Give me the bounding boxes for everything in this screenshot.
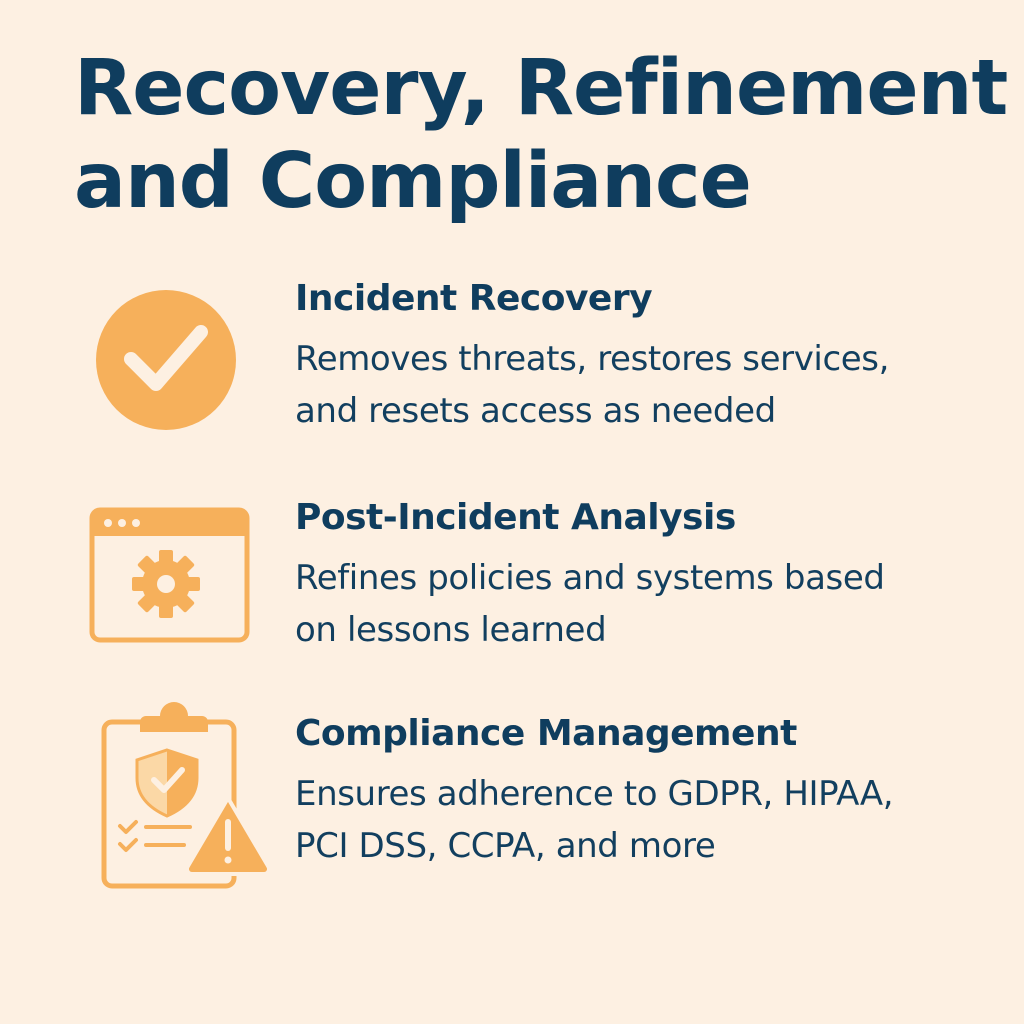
item-heading: Compliance Management (295, 713, 797, 754)
item-heading: Incident Recovery (295, 278, 653, 319)
item-description (295, 333, 995, 437)
page-title (74, 42, 1008, 228)
list-item-post-incident-analysis (0, 496, 1024, 676)
item-description-line: on lessons learned (295, 610, 607, 650)
item-description-line: Refines policies and systems based (295, 558, 885, 598)
item-description-line: PCI DSS, CCPA, and more (295, 826, 716, 866)
item-description-line: and resets access as needed (295, 391, 776, 431)
page-title-line-1: Recovery, Refinement (74, 44, 1008, 133)
list-item-incident-recovery (0, 277, 1024, 457)
item-description-line: Ensures adherence to GDPR, HIPAA, (295, 774, 894, 814)
item-description (295, 768, 995, 872)
clipboard-shield-warning-icon (100, 702, 272, 892)
list-item-compliance-management (0, 712, 1024, 892)
browser-gear-icon (86, 506, 254, 696)
item-description-line: Removes threats, restores services, (295, 339, 889, 379)
item-heading: Post-Incident Analysis (295, 497, 736, 538)
page-title-line-2: and Compliance (74, 137, 751, 226)
check-circle-icon (86, 277, 254, 467)
item-description (295, 552, 995, 656)
